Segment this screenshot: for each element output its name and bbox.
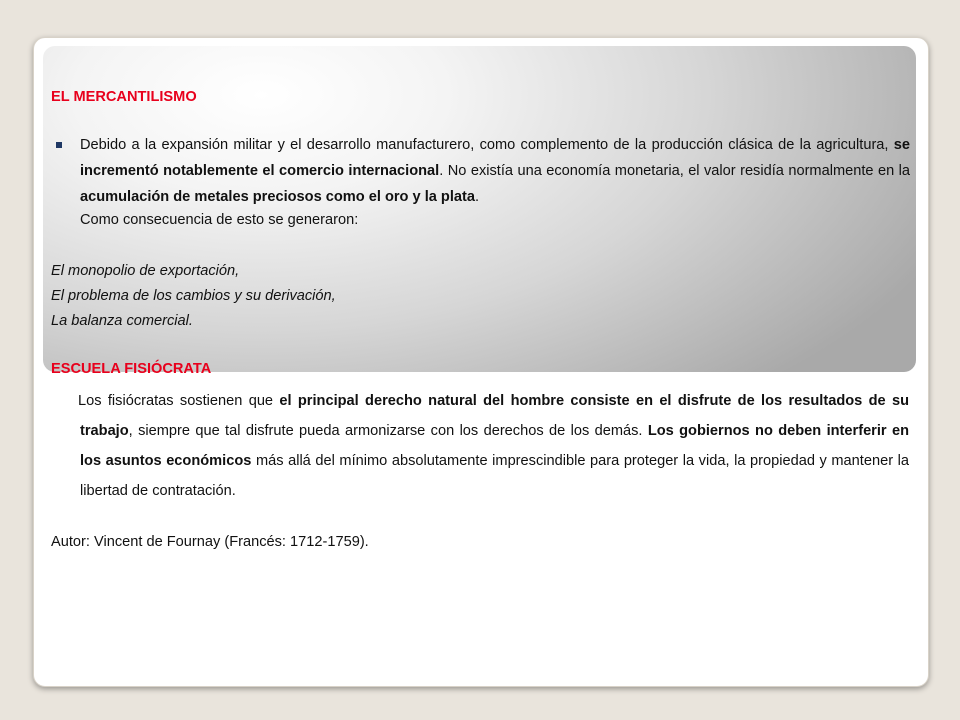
mercantilismo-paragraph bbox=[80, 132, 910, 210]
list-item: El monopolio de exportación, bbox=[51, 263, 240, 279]
fisio-text-3: más allá del mínimo absolutamente imprescindible para proteger la vida, la propiedad y mantener la libertad de contratación. bbox=[80, 453, 909, 499]
heading-escuela-fisiocrata: ESCUELA FISIÓCRATA bbox=[51, 361, 212, 377]
para-bold-1: se incrementó notablemente el comercio internacional bbox=[80, 137, 910, 179]
author-line: Autor: Vincent de Fournay (Francés: 1712-1759). bbox=[51, 534, 369, 550]
para-text-1: Debido a la expansión militar y el desarrollo manufacturero, como complemento de la producción clásica de la agricultura, bbox=[80, 137, 894, 153]
fisio-text-2: , siempre que tal disfrute pueda armonizarse con los derechos de los demás. bbox=[128, 423, 648, 439]
square-bullet-icon bbox=[56, 142, 62, 148]
list-item: El problema de los cambios y su derivación, bbox=[51, 288, 336, 304]
consequence-text: Como consecuencia de esto se generaron: bbox=[80, 212, 359, 228]
para-text-2: . No existía una economía monetaria, el valor residía normalmente en la bbox=[439, 163, 910, 179]
heading-mercantilismo: EL MERCANTILISMO bbox=[51, 89, 197, 105]
fisio-text-1: Los fisiócratas sostienen que bbox=[78, 393, 280, 409]
fisiocrata-paragraph bbox=[80, 386, 909, 506]
para-bold-2: acumulación de metales preciosos como el oro y la plata bbox=[80, 189, 475, 205]
fisio-bold-1: el principal derecho natural del hombre consiste en el disfrute de los resultados de su trabajo bbox=[80, 393, 909, 439]
list-item: La balanza comercial. bbox=[51, 313, 193, 329]
para-text-3: . bbox=[474, 189, 480, 205]
fisio-bold-2: Los gobiernos no deben interferir en los asuntos económicos bbox=[80, 423, 909, 469]
